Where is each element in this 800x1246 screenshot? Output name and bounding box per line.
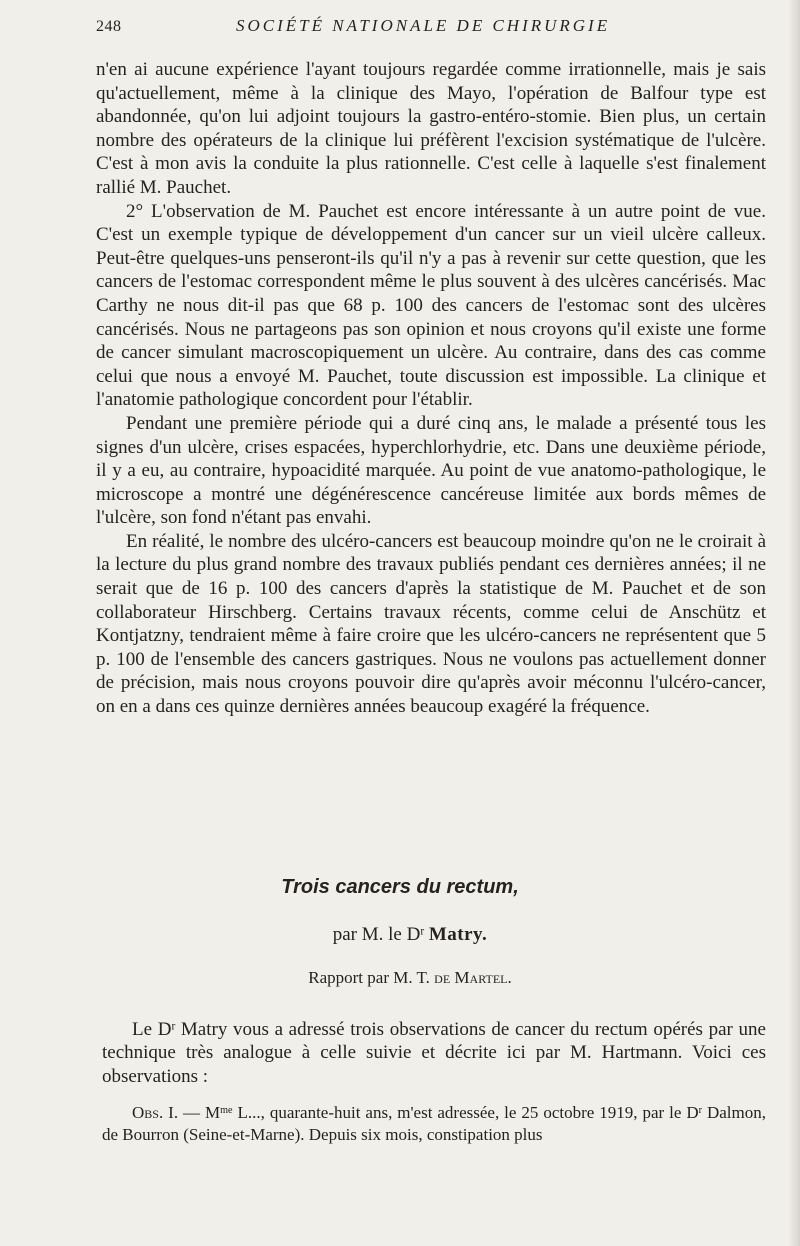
page-number: 248 <box>96 18 122 35</box>
byline-name: Matry. <box>428 924 488 945</box>
running-head: SOCIÉTÉ NATIONALE DE CHIRURGIE <box>236 16 611 35</box>
observation-paragraph <box>102 1102 766 1146</box>
observation-text-2: Dalmon, de Bourron (Seine-et-Marne). Depuis six mois, constipation plus <box>102 1103 766 1144</box>
paragraph-2: 2° L'observation de M. Pauchet est encore intéressante à un autre point de vue. C'est un exemple typique de développement d'un cancer sur un vieil ulcère calleux. Peut-être quelques-uns penseront-ils qu'il n'y a pas à revenir sur cette question, que les cancers de l'estomac correspondent même le plus souvent à des ulcères cancérisés. Mac Carthy ne nous dit-il pas que 68 p. 100 des cancers de l'estomac sont des ulcères cancérisés. Nous ne partageons pas son opinion et nous croyons qu'il existe une forme de cancer simulant macroscopiquement un ulcère. Au contraire, dans des cas comme celui que nous a envoyé M. Pauchet, toute discussion est impossible. La clinique et l'anatomie pathologique concordent pour l'établir. <box>96 200 766 411</box>
page-edge-shadow <box>788 0 800 1246</box>
intro-sup: r <box>171 1020 176 1033</box>
page-header <box>96 14 766 44</box>
report-author: de Martel. <box>434 968 512 987</box>
observation-dash: — M <box>178 1103 221 1122</box>
byline-prefix: par M. le D <box>332 924 421 945</box>
main-body-text <box>96 58 766 719</box>
paragraph-1: n'en ai aucune expérience l'ayant toujours regardée comme irrationnelle, mais je sais qu'actuellement, même à la clinique des Mayo, l'opération de Balfour type est abandonnée, qu'on lui adjoint toujours la gastro-entéro-stomie. Bien plus, un certain nombre des opérateurs de la clinique lui préfèrent l'excision systématique de l'ulcère. C'est à mon avis la conduite la plus rationnelle. C'est celle à laquelle s'est finalement rallié M. Pauchet. <box>96 59 766 198</box>
observation-label: Obs. I. <box>132 1103 179 1122</box>
intro-paragraph <box>102 1018 766 1088</box>
section-title: Trois cancers du rectum, <box>281 876 519 898</box>
byline <box>0 924 800 946</box>
paragraph-4: En réalité, le nombre des ulcéro-cancers est beaucoup moindre qu'on ne le croirait à la lecture du plus grand nombre des travaux publiés pendant ces dernières années; il ne serait que de 16 p. 100 des cancers d'après la statistique de M. Pauchet et de son collaborateur Hirschberg. Certains travaux récents, comme celui de Anschütz et Kontjatzny, tendraient même à faire croire que les ulcéro-cancers ne représentent que 5 p. 100 de l'ensemble des cancers gastriques. Nous ne voulons pas actuellement donner de précision, mais nous croyons pouvoir dire qu'après avoir méconnu l'ulcéro-cancer, on en a dans ces quinze dernières années beaucoup exagéré la fréquence. <box>96 530 766 718</box>
byline-sup: r <box>420 925 425 938</box>
observation-text-1: L..., quarante-huit ans, m'est adressée, le 25 octobre 1919, par le D <box>232 1103 699 1122</box>
observation-sup-mme: me <box>220 1104 233 1116</box>
report-line <box>0 968 800 988</box>
paragraph-3: Pendant une première période qui a duré cinq ans, le malade a présenté tous les signes d'un ulcère, crises espacées, hyperchlorhydrie, etc. Dans une deuxième période, il y a eu, au contraire, hypoacidité marquée. Au point de vue anatomo-pathologique, le microscope a montré une dégénérescence cancéreuse limitée aux bords mêmes de l'ulcère, son fond n'étant pas envahi. <box>96 412 766 529</box>
intro-text-2: Matry vous a adressé trois observations de cancer du rectum opérés par une technique très analogue à celle suivie et décrite ici par M. Hartmann. Voici ces observations : <box>102 1019 766 1087</box>
observation-sup-dr: r <box>698 1104 703 1116</box>
report-prefix: Rapport par M. T. <box>308 968 435 987</box>
intro-text-1: Le D <box>132 1019 172 1040</box>
